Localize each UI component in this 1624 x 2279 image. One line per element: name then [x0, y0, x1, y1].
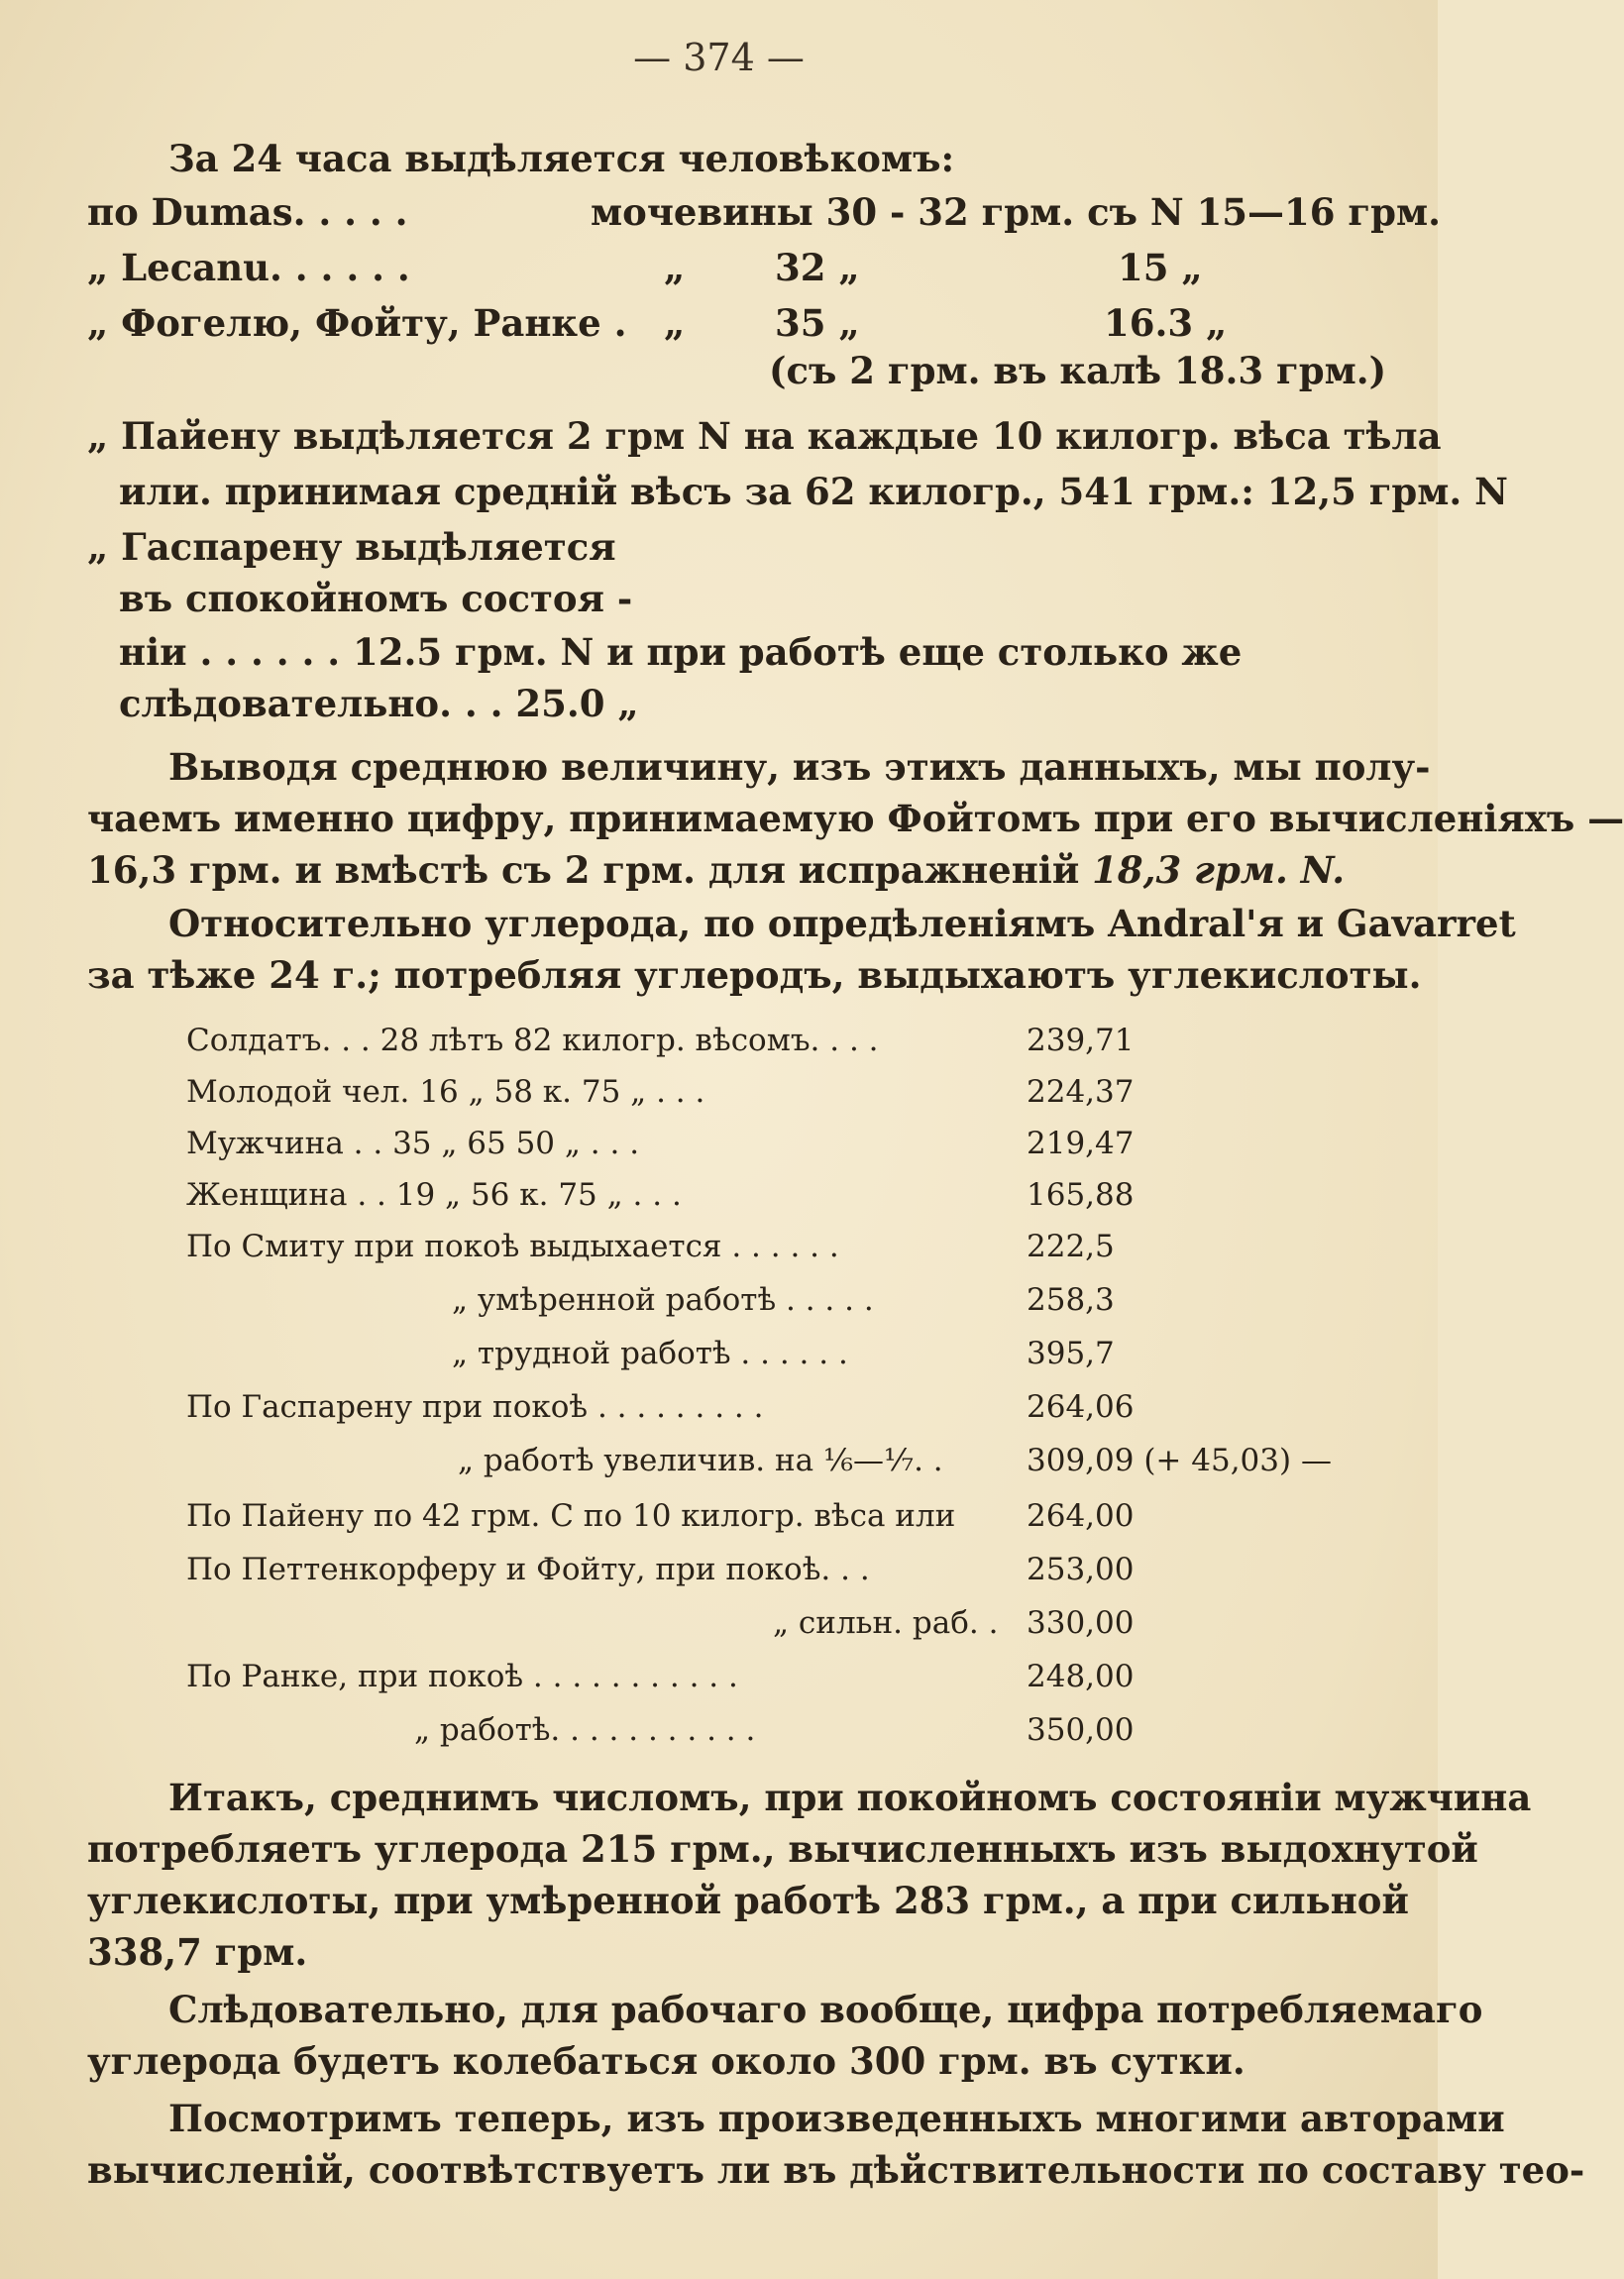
row-voit-note: (съ 2 грм. въ калѣ 18.3 грм.) — [769, 349, 1387, 392]
para2-line-2: за тѣже 24 г.; потребляя углеродъ, выдыхаютъ углекислоты. — [87, 953, 1422, 997]
carbon-row-value: 258,3 — [1027, 1282, 1115, 1318]
payen-line-2: или. принимая средній вѣсъ за 62 килогр., 541 грм.: 12,5 грм. N — [119, 470, 1509, 513]
para4-line-1: Слѣдовательно, для рабочаго вообще, цифра потребляемаго — [168, 1988, 1483, 2031]
carbon-row-label: По Смиту при покоѣ выдыхается . . . . . . — [186, 1229, 839, 1264]
carbon-row-label: „ трудной работѣ . . . . . . — [452, 1336, 848, 1371]
section-heading: За 24 часа выдѣляется человѣкомъ: — [168, 137, 955, 180]
gasparin-line-4: слѣдовательно. . . 25.0 „ — [119, 682, 639, 725]
carbon-row-label: По Петтенкорферу и Фойту, при покоѣ. . . — [186, 1552, 870, 1587]
para3-line-4: 338,7 грм. — [87, 1930, 308, 1974]
carbon-row-value: 239,71 — [1027, 1023, 1135, 1058]
carbon-row-value: 219,47 — [1027, 1126, 1135, 1161]
gasparin-line-3: ніи . . . . . . 12.5 грм. N и при работѣ еще столько же — [119, 630, 1243, 674]
carbon-row-label: По Ранке, при покоѣ . . . . . . . . . . . — [186, 1659, 738, 1694]
para4-line-2: углерода будетъ колебаться около 300 грм. въ сутки. — [87, 2039, 1245, 2083]
row-lecanu-n: 15 „ — [1118, 246, 1203, 289]
carbon-row-label: „ работѣ. . . . . . . . . . . — [414, 1712, 756, 1748]
para3-line-3: углекислоты, при умѣренной работѣ 283 грм., а при сильной — [87, 1879, 1409, 1922]
row-voit-urea: 35 „ — [775, 301, 860, 345]
carbon-row-value: 395,7 — [1027, 1336, 1115, 1371]
carbon-row-label: „ умѣренной работѣ . . . . . — [452, 1282, 874, 1318]
carbon-row-value: 248,00 — [1027, 1659, 1135, 1694]
row-dumas-source: по Dumas. . . . . — [87, 190, 408, 234]
carbon-row-value: 264,00 — [1027, 1498, 1135, 1534]
carbon-row-label: Солдатъ. . . 28 лѣтъ 82 килогр. вѣсомъ. . . . — [186, 1023, 879, 1058]
carbon-row-label: Женщина . . 19 „ 56 к. 75 „ . . . — [186, 1177, 682, 1213]
carbon-row-label: Молодой чел. 16 „ 58 к. 75 „ . . . — [186, 1074, 705, 1110]
row-lecanu-urea: 32 „ — [775, 246, 860, 289]
carbon-row-value: 330,00 — [1027, 1605, 1135, 1641]
carbon-row-label: „ сильн. раб. . — [773, 1605, 999, 1641]
row-lecanu-ditto: „ — [664, 246, 686, 289]
carbon-row-label: По Пайену по 42 грм. С по 10 килогр. вѣса или — [186, 1498, 956, 1534]
para1-line-1: Выводя среднюю величину, изъ этихъ данныхъ, мы полу- — [168, 745, 1431, 789]
para5-line-2: вычисленій, соотвѣтствуетъ ли въ дѣйствительности по составу тео- — [87, 2148, 1585, 2192]
row-voit-n: 16.3 „ — [1104, 301, 1228, 345]
payen-line-1: „ Пайену выдѣляется 2 грм N на каждые 10 килогр. вѣса тѣла — [87, 414, 1442, 458]
carbon-row-value: 350,00 — [1027, 1712, 1135, 1748]
carbon-row-value: 222,5 — [1027, 1229, 1115, 1264]
gasparin-line-1: „ Гаспарену выдѣляется — [87, 525, 616, 569]
carbon-row-label: По Гаспарену при покоѣ . . . . . . . . . — [186, 1389, 764, 1425]
para5-line-1: Посмотримъ теперь, изъ произведенныхъ многими авторами — [168, 2097, 1505, 2140]
carbon-row-value: 165,88 — [1027, 1177, 1135, 1213]
row-voit-ditto: „ — [664, 301, 686, 345]
page-number: — 374 — — [633, 36, 805, 79]
gasparin-line-2: въ спокойномъ состоя - — [119, 577, 633, 620]
para2-line-1: Относительно углерода, по опредѣленіямъ Andral'я и Gavarret — [168, 902, 1516, 945]
carbon-row-value: 224,37 — [1027, 1074, 1135, 1110]
carbon-row-value: 253,00 — [1027, 1552, 1135, 1587]
carbon-row-value: 264,06 — [1027, 1389, 1135, 1425]
row-lecanu-source: „ Lecanu. . . . . . — [87, 246, 410, 289]
para1-line-2: чаемъ именно цифру, принимаемую Фойтомъ при его вычисленіяхъ — — [87, 797, 1624, 840]
row-voit-source: „ Фогелю, Фойту, Ранке . — [87, 301, 627, 345]
row-dumas-values: мочевины 30 - 32 грм. съ N 15—16 грм. — [591, 190, 1441, 234]
para3-line-2: потребляетъ углерода 215 грм., вычисленныхъ изъ выдохнутой — [87, 1827, 1478, 1871]
carbon-row-value: 309,09 (+ 45,03) — — [1027, 1443, 1332, 1478]
para1-line-3: 16,3 грм. и вмѣстѣ съ 2 грм. для испражненій 18,3 грм. N. — [87, 848, 1346, 892]
carbon-row-label: Мужчина . . 35 „ 65 50 „ . . . — [186, 1126, 640, 1161]
para3-line-1: Итакъ, среднимъ числомъ, при покойномъ состояніи мужчина — [168, 1776, 1532, 1819]
carbon-row-label: „ работѣ увеличив. на ⅙—⅐. . — [458, 1443, 943, 1478]
